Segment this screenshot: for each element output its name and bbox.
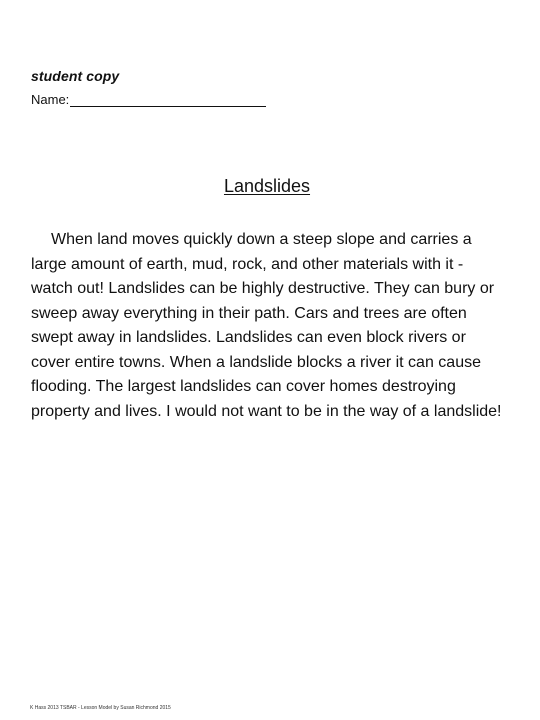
footer-credit: K Hass 2013 TSBAR - Lesson Model by Susan Richmond 2015 xyxy=(30,705,171,711)
student-copy-label: student copy xyxy=(31,68,120,84)
page-title: Landslides xyxy=(223,176,311,196)
name-label: Name: xyxy=(31,92,70,107)
name-blank-underline xyxy=(70,92,266,107)
passage-text: When land moves quickly down a steep slope and carries a large amount of earth, mud, rock, and other materials with it - watch out! Landslides can be highly destructive. They can bury or sweep away everything in their path. Cars and trees are often swept away in landslides. Landslides can even block rivers or cover entire towns. When a landslide blocks a river it can cause flooding. The largest landslides can cover homes destroying property and lives. I would not want to be in the way of a landslide! xyxy=(31,231,502,420)
name-field-line xyxy=(31,92,266,107)
